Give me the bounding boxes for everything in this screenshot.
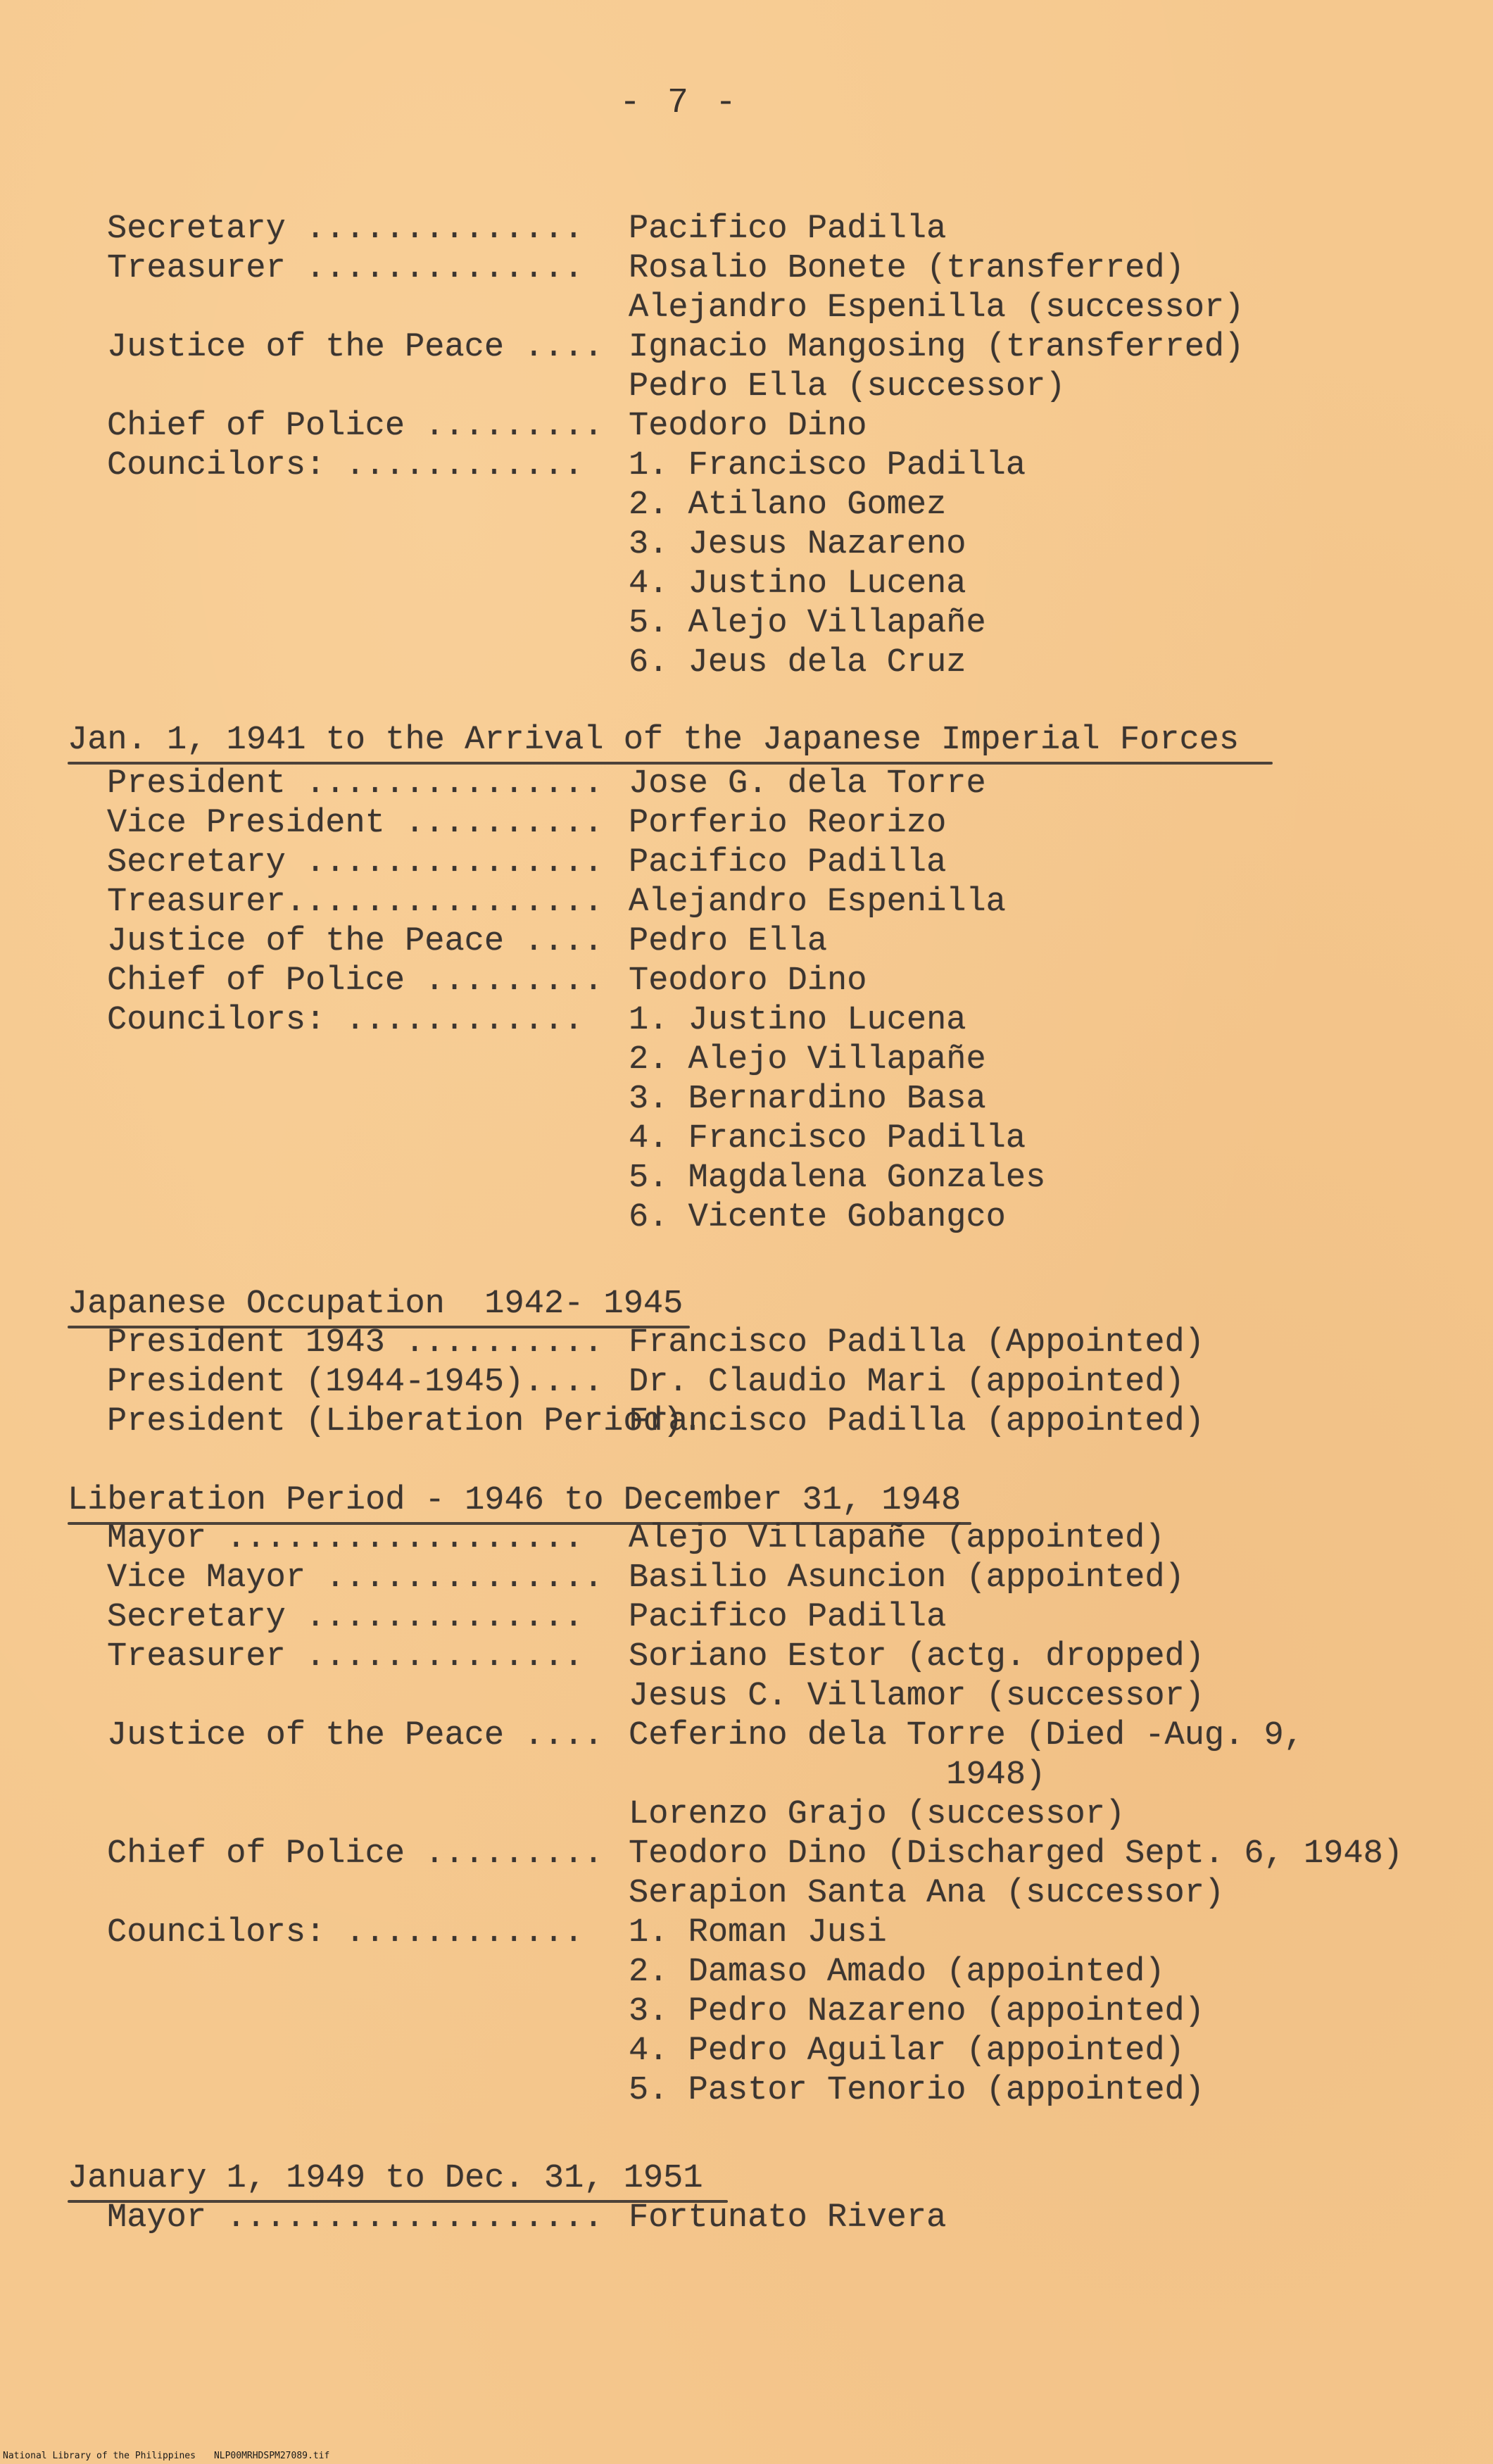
officer-name: Alejo Villapañe (appointed) [629,1520,1165,1557]
page-number: - 7 - [619,83,740,123]
office-label: Councilors: ............ [107,447,584,484]
office-label: Chief of Police ......... [107,408,604,445]
officer-name: 3. Bernardino Basa [629,1081,986,1118]
officer-name: 5. Magdalena Gonzales [629,1159,1046,1197]
officer-name: 1948) [629,1756,1046,1794]
office-label: Councilors: ............ [107,1914,584,1951]
section-heading: January 1, 1949 to Dec. 31, 1951 [68,2160,703,2197]
office-label: Chief of Police ......... [107,962,604,1000]
officer-name: Teodoro Dino [629,408,867,445]
officer-name: Soriano Estor (actg. dropped) [629,1638,1204,1676]
footer-source: National Library of the Philippines [3,2451,196,2461]
officer-name: 1. Roman Jusi [629,1914,887,1951]
officer-name: 6. Jeus dela Cruz [629,644,966,681]
office-label: Justice of the Peace .... [107,1717,604,1754]
officer-name: 2. Damaso Amado (appointed) [629,1954,1165,1991]
office-label: Vice Mayor .............. [107,1559,604,1597]
officer-name: 3. Jesus Nazareno [629,526,966,563]
officer-name: 5. Pastor Tenorio (appointed) [629,2072,1204,2109]
officer-name: 4. Pedro Aguilar (appointed) [629,2032,1185,2070]
office-label: President ............... [107,765,604,803]
officer-name: Pacifico Padilla [629,1599,947,1636]
officer-name: Alejandro Espenilla [629,884,1006,921]
officer-name: Jose G. dela Torre [629,765,986,803]
office-label: Mayor ................... [107,2199,604,2237]
office-label: Chief of Police ......... [107,1835,604,1873]
officer-name: 5. Alejo Villapañe [629,605,986,642]
officer-name: Pedro Ella (successor) [629,368,1066,406]
office-label: Secretary .............. [107,210,584,248]
officer-name: Pacifico Padilla [629,844,947,881]
section-heading: Liberation Period - 1946 to December 31, 1948 [68,1482,962,1519]
officer-name: Rosalio Bonete (transferred) [629,250,1185,287]
officer-name: 1. Justino Lucena [629,1002,966,1039]
scan-footer [3,2451,329,2461]
office-label: Mayor .................. [107,1520,584,1557]
officer-name: Serapion Santa Ana (successor) [629,1875,1225,1912]
office-label: Vice President .......... [107,805,604,842]
officer-name: 1. Francisco Padilla [629,447,1026,484]
footer-file: NLP00MRHDSPM27089.tif [213,2451,330,2461]
officer-name: Pacifico Padilla [629,210,947,248]
officer-name: 6. Vicente Gobangco [629,1199,1006,1236]
office-label: Secretary ............... [107,844,604,881]
officer-name: 2. Alejo Villapañe [629,1041,986,1079]
officer-name: Jesus C. Villamor (successor) [629,1678,1204,1715]
officer-name: Fortunato Rivera [629,2199,947,2237]
officer-name: Francisco Padilla (appointed) [629,1403,1204,1440]
office-label: President (Liberation Period).. [107,1403,723,1440]
officer-name: 4. Francisco Padilla [629,1120,1026,1157]
officer-name: Lorenzo Grajo (successor) [629,1796,1126,1833]
office-label: Secretary .............. [107,1599,584,1636]
office-label: President (1944-1945).... [107,1364,604,1401]
office-label: Justice of the Peace .... [107,329,604,366]
office-label: Councilors: ............ [107,1002,584,1039]
officer-name: Alejandro Espenilla (successor) [629,289,1245,327]
officer-name: 2. Atilano Gomez [629,486,947,524]
office-label: Treasurer .............. [107,1638,584,1676]
officer-name: Pedro Ella [629,923,828,960]
officer-name: 3. Pedro Nazareno (appointed) [629,1993,1204,2030]
officer-name: Ceferino dela Torre (Died -Aug. 9, [629,1717,1304,1754]
section-heading: Japanese Occupation 1942- 1945 [68,1286,683,1323]
office-label: Treasurer .............. [107,250,584,287]
officer-name: Ignacio Mangosing (transferred) [629,329,1245,366]
officer-name: Porferio Reorizo [629,805,947,842]
office-label: Treasurer................ [107,884,604,921]
officer-name: 4. Justino Lucena [629,565,966,603]
section-heading: Jan. 1, 1941 to the Arrival of the Japanese Imperial Forces [68,722,1240,759]
office-label: President 1943 .......... [107,1324,604,1362]
officer-name: Basilio Asuncion (appointed) [629,1559,1185,1597]
officer-name: Francisco Padilla (Appointed) [629,1324,1204,1362]
office-label: Justice of the Peace .... [107,923,604,960]
officer-name: Dr. Claudio Mari (appointed) [629,1364,1185,1401]
officer-name: Teodoro Dino [629,962,867,1000]
officer-name: Teodoro Dino (Discharged Sept. 6, 1948) [629,1835,1403,1873]
